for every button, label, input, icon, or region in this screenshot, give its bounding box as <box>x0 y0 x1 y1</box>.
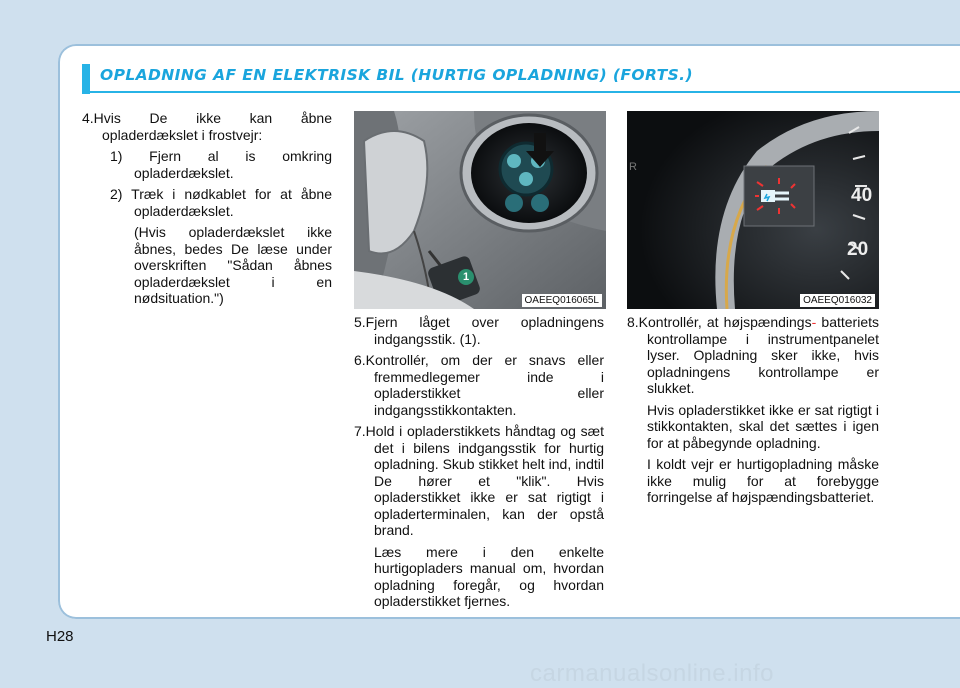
instrument-cluster-image <box>627 111 879 309</box>
step-8-dash: - <box>811 314 817 330</box>
gauge-label-40: 40 <box>851 185 873 206</box>
image-caption: OAEEQ016032 <box>800 294 875 307</box>
title-accent-bar <box>82 64 90 94</box>
callout-marker-1: 1 <box>458 269 474 285</box>
column-1 <box>82 110 332 312</box>
gauge-label-20: 20 <box>847 239 869 260</box>
gear-letter: R <box>629 161 637 173</box>
step-8-main: 8.Kontrollér, at højspændings <box>627 314 812 330</box>
step-8-note-1: Hvis opladerstikket ikke er sat rigtigt i stikkontakten, skal det sættes i igen for at påbegynde opladning. <box>647 401 879 451</box>
step-8-rest: batteriets kontrollampe i instrumentpanelet lyser. Opladning sker ikke, hvis opladningens kontrollampe er slukket. <box>647 314 879 396</box>
step-8-note-2: I koldt vejr er hurtigopladning måske ikke mulig for at forebygge forringelse af højspændingsbatteriet. <box>647 456 879 505</box>
column-3 <box>627 314 879 511</box>
charging-port-illustration <box>354 111 606 309</box>
substep-1: 1) Fjern al is omkring opladerdækslet. <box>110 148 332 181</box>
charging-port-image <box>354 111 606 309</box>
watermark: carmanualsonline.info <box>530 660 774 687</box>
column-2 <box>354 314 604 615</box>
step-7-note: Læs mere i den enkelte hurtigopladers manual om, hvordan opladning foregår, og hvordan opladerstikket fjernes. <box>374 543 604 609</box>
section-title: OPLADNING AF EN ELEKTRISK BIL (HURTIG OPLADNING) (FORTS.) <box>100 66 693 84</box>
step-7: 7.Hold i opladerstikkets håndtag og sæt det i bilens indgangsstik for hurtig opladning. Skub stikket helt ind, indtil De hører et "klik". Hvis opladerstikket ikke er sat rigtigt i opladerterminalen, kan der opstå brand. <box>354 423 604 538</box>
step-5: 5.Fjern låget over opladningens indgangsstik. (1). <box>354 314 604 347</box>
substep-note: (Hvis opladerdækslet ikke åbnes, bedes De læse under overskriften "Sådan åbnes opladerdækslet i en nødsituation.") <box>134 224 332 306</box>
substep-2: 2) Træk i nødkablet for at åbne opladerdækslet. <box>110 186 332 219</box>
image-caption: OAEEQ016065L <box>522 294 603 307</box>
step-4: 4.Hvis De ikke kan åbne opladerdækslet i frostvejr: <box>82 110 332 143</box>
title-rule <box>90 91 960 93</box>
step-8 <box>627 314 879 397</box>
instrument-cluster-illustration <box>627 111 879 309</box>
step-6: 6.Kontrollér, om der er snavs eller fremmedlegemer inde i opladerstikket eller indgangsstikkontakten. <box>354 352 604 418</box>
page-number: H28 <box>46 628 74 645</box>
